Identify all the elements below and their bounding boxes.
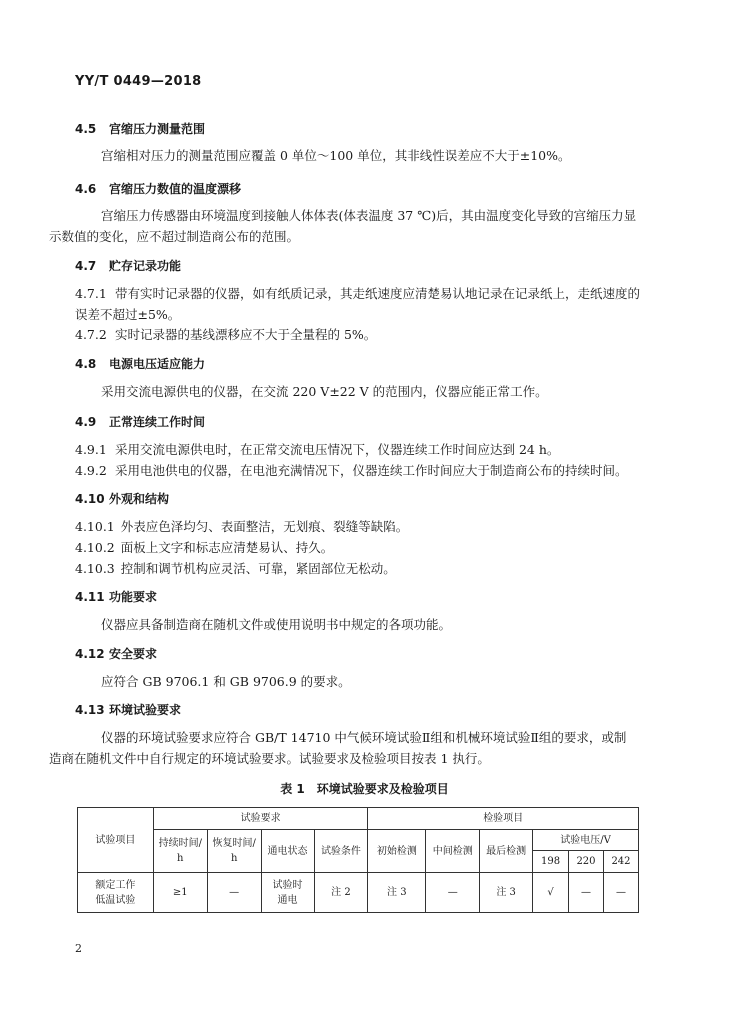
standard-code: YY/T 0449—2018 <box>75 74 202 89</box>
table-cell: 注 3 <box>368 873 426 913</box>
paragraph: 仪器的环境试验要求应符合 GB/T 14710 中气候环境试验Ⅱ组和机械环境试验Ⅱ组的要求，或制 造商在随机文件中自行规定的环境试验要求。试验要求及检验项目按表 1 执行。 <box>49 730 627 766</box>
section-heading: 4.6 宫缩压力数值的温度漂移 <box>75 182 242 196</box>
table-cell: ≥1 <box>153 873 207 913</box>
table-row <box>78 873 639 913</box>
section-heading: 4.5 宫缩压力测量范围 <box>75 122 206 136</box>
header-cell: 恢复时间/ h <box>207 830 261 873</box>
table-cell: — <box>569 873 604 913</box>
table-cell: √ <box>533 873 569 913</box>
header-cell: 242 <box>603 851 638 873</box>
section-heading: 4.10 外观和结构 <box>75 492 170 506</box>
header-cell: 试验条件 <box>314 830 368 873</box>
header-cell: 试验要求 <box>153 808 368 830</box>
paragraph: 4.7.2 实时记录器的基线漂移应不大于全量程的 5%。 <box>75 327 377 342</box>
table-cell: 额定工作 低温试验 <box>78 873 154 913</box>
paragraph: 4.9.2 采用电池供电的仪器，在电池充满情况下，仪器连续工作时间应大于制造商公布的持续时间。 <box>75 463 628 478</box>
table-caption: 表 1 环境试验要求及检验项目 <box>280 782 449 796</box>
header-cell: 试验电压/V <box>533 830 639 851</box>
section-heading: 4.11 功能要求 <box>75 590 158 604</box>
section-heading: 4.7 贮存记录功能 <box>75 259 182 273</box>
header-cell: 初始检测 <box>368 830 426 873</box>
section-heading: 4.9 正常连续工作时间 <box>75 415 206 429</box>
table-cell: 注 2 <box>314 873 368 913</box>
paragraph: 4.10.2 面板上文字和标志应清楚易认、持久。 <box>75 540 334 555</box>
table-cell: — <box>426 873 480 913</box>
table-cell: — <box>603 873 638 913</box>
table-cell: — <box>207 873 261 913</box>
environment-test-table <box>77 807 639 913</box>
header-cell: 最后检测 <box>480 830 533 873</box>
page-number: 2 <box>75 942 82 955</box>
paragraph: 采用交流电源供电的仪器，在交流 220 V±22 V 的范围内，仪器应能正常工作。 <box>101 384 548 399</box>
table-cell: 注 3 <box>480 873 533 913</box>
header-cell: 220 <box>569 851 604 873</box>
paragraph: 宫缩相对压力的测量范围应覆盖 0 单位～100 单位，其非线性误差应不大于±10%。 <box>101 148 571 163</box>
paragraph: 宫缩压力传感器由环境温度到接触人体体表(体表温度 37 ℃)后，其由温度变化导致的宫缩压力显 示数值的变化，应不超过制造商公布的范围。 <box>49 208 637 244</box>
paragraph: 应符合 GB 9706.1 和 GB 9706.9 的要求。 <box>101 674 351 689</box>
section-heading: 4.12 安全要求 <box>75 647 158 661</box>
header-cell: 通电状态 <box>261 830 314 873</box>
header-cell: 中间检测 <box>426 830 480 873</box>
paragraph: 4.10.3 控制和调节机构应灵活、可靠，紧固部位无松动。 <box>75 561 396 576</box>
section-heading: 4.8 电源电压适应能力 <box>75 357 206 371</box>
paragraph: 4.10.1 外表应色泽均匀、表面整洁，无划痕、裂缝等缺陷。 <box>75 519 409 534</box>
paragraph: 4.9.1 采用交流电源供电时，在正常交流电压情况下，仪器连续工作时间应达到 24 h。 <box>75 442 560 457</box>
paragraph: 4.7.1 带有实时记录器的仪器，如有纸质记录，其走纸速度应清楚易认地记录在记录纸上，走纸速度的 误差不超过±5%。 <box>75 286 641 322</box>
header-cell: 持续时间/ h <box>153 830 207 873</box>
table-cell: 试验时 通电 <box>261 873 314 913</box>
header-cell: 检验项目 <box>368 808 639 830</box>
header-cell: 试验项目 <box>78 808 154 873</box>
section-heading: 4.13 环境试验要求 <box>75 703 182 717</box>
paragraph: 仪器应具备制造商在随机文件或使用说明书中规定的各项功能。 <box>101 617 452 632</box>
header-cell: 198 <box>533 851 569 873</box>
